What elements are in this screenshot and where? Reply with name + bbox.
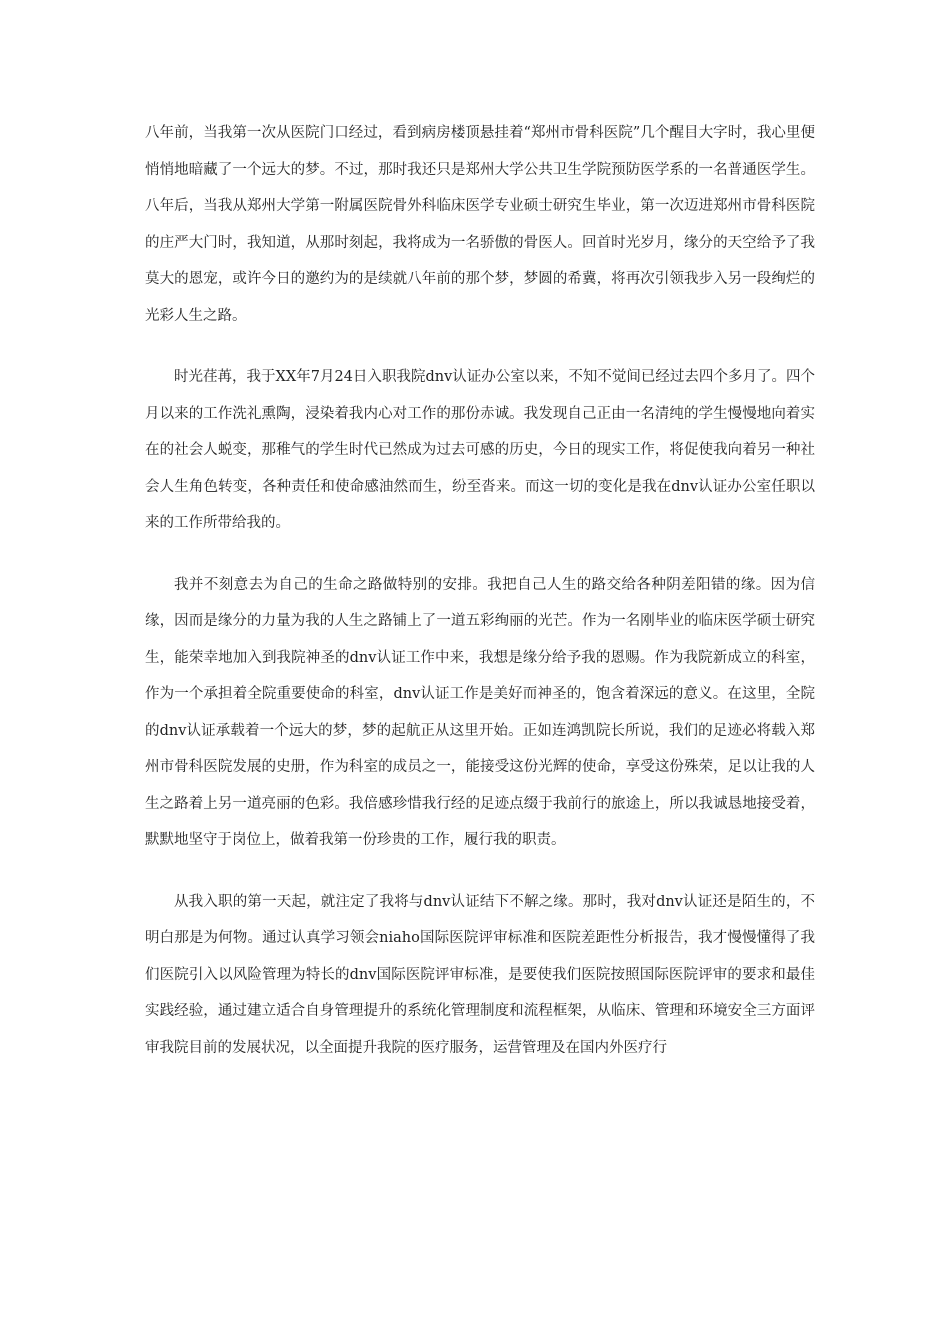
paragraph-3: 我并不刻意去为自己的生命之路做特别的安排。我把自己人生的路交给各种阴差阳错的缘。因为信缘，因而是缘分的力量为我的人生之路铺上了一道五彩绚丽的光芒。作为一名刚毕业的临床医学硕士研究生，能荣幸地加入到我院神圣的dnv认证工作中来，我想是缘分给予我的恩赐。作为我院新成立的科室，作为一个承担着全院重要使命的科室，dnv认证工作是美好而神圣的，饱含着深远的意义。在这里，全院的dnv认证承载着一个远大的梦，梦的起航正从这里开始。正如连鸿凯院长所说，我们的足迹必将载入郑州市骨科医院发展的史册，作为科室的成员之一，能接受这份光辉的使命，享受这份殊荣，足以让我的人生之路着上另一道亮丽的色彩。我倍感珍惜我行经的足迹点缀于我前行的旅途上，所以我诚恳地接受着，默默地坚守于岗位上，做着我第一份珍贵的工作，履行我的职责。 [145,576,815,848]
document-page [145,115,815,1091]
paragraph-2: 时光荏苒，我于XX年7月24日入职我院dnv认证办公室以来，不知不觉间已经过去四个多月了。四个月以来的工作洗礼熏陶，浸染着我内心对工作的那份赤诚。我发现自己正由一名清纯的学生慢慢地向着实在的社会人蜕变，那稚气的学生时代已然成为过去可感的历史，今日的现实工作，将促使我向着另一种社会人生角色转变，各种责任和使命感油然而生，纷至沓来。而这一切的变化是我在dnv认证办公室任职以来的工作所带给我的。 [145,369,815,531]
paragraph-1: 八年前，当我第一次从医院门口经过，看到病房楼顶悬挂着“郑州市骨科医院”几个醒目大字时，我心里便悄悄地暗藏了一个远大的梦。不过，那时我还只是郑州大学公共卫生学院预防医学系的一名普通医学生。八年后，当我从郑州大学第一附属医院骨外科临床医学专业硕士研究生毕业，第一次迈进郑州市骨科医院的庄严大门时，我知道，从那时刻起，我将成为一名骄傲的骨医人。回首时光岁月，缘分的天空给予了我莫大的恩宠，或许今日的邀约为的是续就八年前的那个梦，梦圆的希冀，将再次引领我步入另一段绚烂的光彩人生之路。 [145,125,815,324]
paragraph-4: 从我入职的第一天起，就注定了我将与dnv认证结下不解之缘。那时，我对dnv认证还是陌生的，不明白那是为何物。通过认真学习领会niaho国际医院评审标准和医院差距性分析报告，我才慢慢懂得了我们医院引入以风险管理为特长的dnv国际医院评审标准，是要使我们医院按照国际医院评审的要求和最佳实践经验，通过建立适合自身管理提升的系统化管理制度和流程框架，从临床、管理和环境安全三方面评审我院目前的发展状况，以全面提升我院的医疗服务，运营管理及在国内外医疗行 [145,893,815,1056]
